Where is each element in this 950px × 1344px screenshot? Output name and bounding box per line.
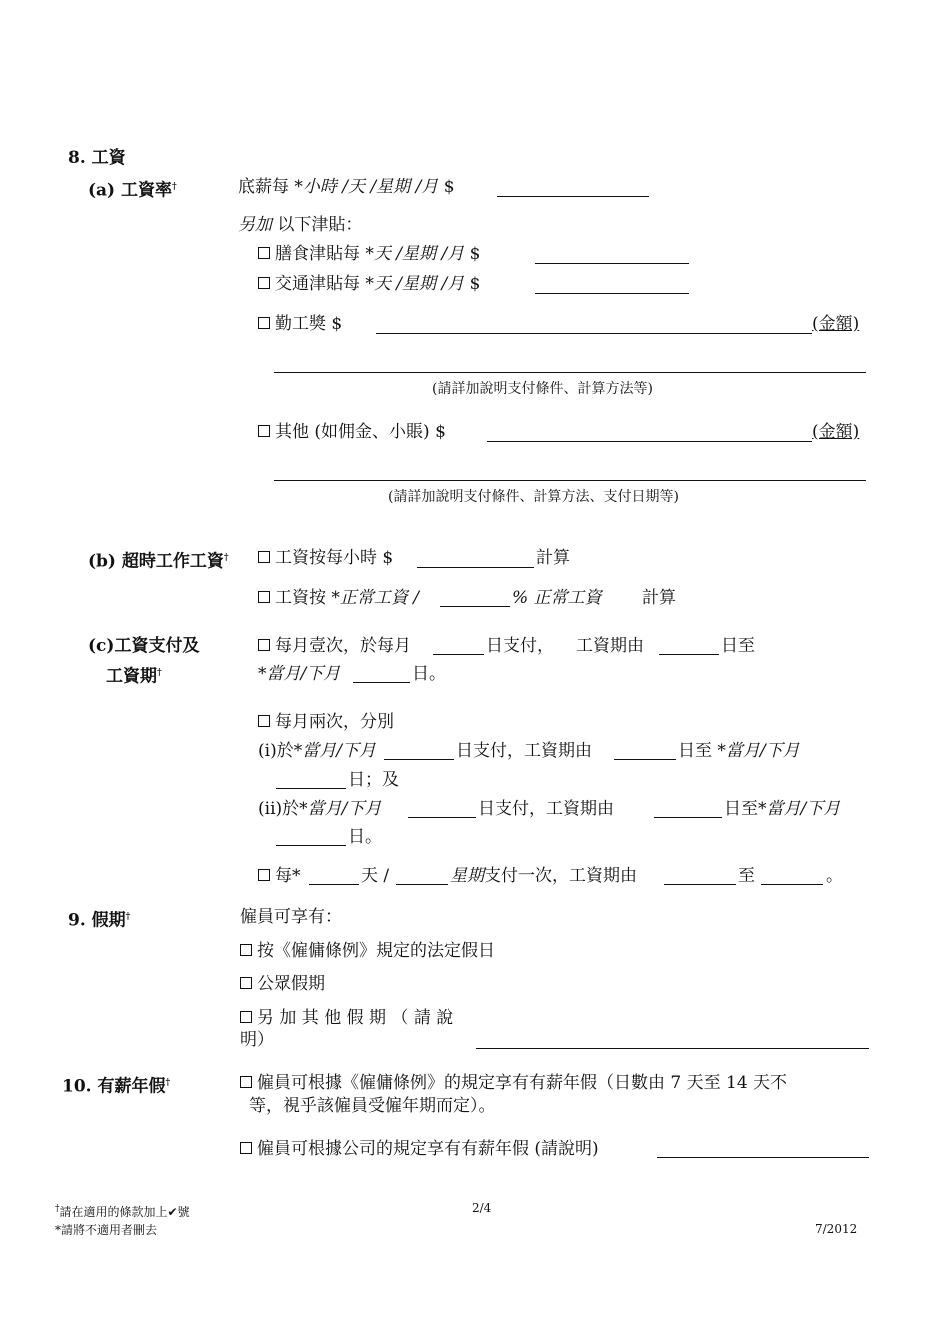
text: 。 (826, 866, 843, 886)
meal-allowance-blank[interactable] (535, 263, 689, 264)
blank[interactable] (276, 788, 346, 789)
text: *當月/下月 (258, 664, 341, 684)
other-holiday-option[interactable]: 另 加 其 他 假 期 （ 請 說 (240, 1008, 453, 1028)
overtime-label: (b) 超時工作工資† (88, 551, 229, 572)
checkbox-icon[interactable] (258, 869, 270, 881)
checkbox-icon[interactable] (258, 317, 270, 329)
text: 日。 (348, 827, 382, 847)
overtime-option-2[interactable]: 工資按 *正常工資 / (258, 588, 419, 608)
blank[interactable] (408, 817, 476, 818)
blank[interactable] (384, 759, 454, 760)
text: 日至 *當月/下月 (678, 741, 800, 761)
every-option[interactable]: 每* (258, 866, 301, 886)
text: 日至*當月/下月 (724, 799, 841, 819)
text: 天 / (361, 866, 390, 886)
other-holiday-blank[interactable] (476, 1048, 869, 1049)
attendance-details-blank[interactable] (274, 372, 866, 373)
blank[interactable] (276, 845, 346, 846)
blank[interactable] (309, 884, 359, 885)
basic-salary-blank[interactable] (497, 196, 649, 197)
payment-period-label: (c)工資支付及 (88, 636, 200, 656)
blank[interactable] (659, 654, 719, 655)
amount-label: (金額) (812, 314, 860, 334)
company-leave-blank[interactable] (657, 1157, 869, 1158)
section-9-title: 9. 假期† (68, 910, 131, 931)
page-number: 2/4 (472, 1201, 492, 1215)
section-8-title: 8. 工資 (68, 148, 126, 168)
checkbox-icon[interactable] (240, 977, 252, 989)
revision-date: 7/2012 (815, 1222, 858, 1236)
overtime-calc-label-2: 計算 (642, 588, 676, 608)
payment-period-label-2: 工資期† (106, 666, 162, 687)
checkbox-icon[interactable] (240, 944, 252, 956)
monthly-twice-option[interactable]: 每月兩次，分別 (258, 712, 394, 732)
text: 工資期由 (576, 636, 644, 656)
checkbox-icon[interactable] (240, 1076, 252, 1088)
attendance-bonus-blank[interactable] (376, 333, 812, 334)
checkbox-icon[interactable] (258, 247, 270, 259)
statutory-holiday-option[interactable]: 按《僱傭條例》規定的法定假日 (240, 941, 495, 961)
twice-i-line: (i)於*當月/下月 (258, 741, 376, 761)
checkbox-icon[interactable] (258, 639, 270, 651)
overtime-percent-blank[interactable] (440, 606, 510, 607)
text: 日；及 (348, 770, 399, 790)
text: 日支付， (486, 636, 554, 656)
other-allowance-blank[interactable] (487, 441, 812, 442)
footer-note-delete: *請將不適用者刪去 (55, 1223, 158, 1237)
checkbox-icon[interactable] (258, 715, 270, 727)
statutory-leave-option[interactable]: 僱員可根據《僱傭條例》的規定享有有薪年假（日數由 7 天至 14 天不 (240, 1073, 787, 1093)
overtime-option-1[interactable]: 工資按每小時 $ (258, 548, 393, 568)
text: 至 (738, 866, 755, 886)
blank[interactable] (433, 654, 484, 655)
overtime-calc-label: 計算 (536, 548, 570, 568)
transport-allowance-option[interactable]: 交通津貼每 *天 /星期 /月 $ (258, 274, 480, 294)
checkbox-icon[interactable] (258, 277, 270, 289)
text: 日。 (412, 664, 446, 684)
allowance-intro: 另加 以下津貼： (238, 215, 363, 235)
other-details-note: (請詳加說明支付條件、計算方法、支付日期等) (388, 489, 679, 505)
checkbox-icon[interactable] (240, 1142, 252, 1154)
attendance-bonus-option[interactable]: 勤工獎 $ (258, 314, 342, 334)
blank[interactable] (396, 884, 448, 885)
company-leave-option[interactable]: 僱員可根據公司的規定享有有薪年假 (請說明) (240, 1139, 599, 1159)
section-10-title: 10. 有薪年假† (62, 1076, 171, 1097)
blank[interactable] (761, 884, 823, 885)
blank[interactable] (654, 817, 722, 818)
checkbox-icon[interactable] (240, 1011, 252, 1023)
text: 等，視乎該僱員受僱年期而定）。 (249, 1096, 496, 1116)
other-details-blank[interactable] (274, 480, 866, 481)
text: 日支付，工資期由 (478, 799, 614, 819)
basic-salary-line: 底薪每 *小時 /天 /星期 /月 $ (238, 177, 455, 197)
blank[interactable] (614, 759, 676, 760)
amount-label: (金額) (812, 422, 860, 442)
blank[interactable] (353, 682, 410, 683)
text: 星期支付一次，工資期由 (450, 866, 637, 886)
monthly-once-option[interactable]: 每月壹次，於每月 (258, 636, 411, 656)
text: 日至 (721, 636, 755, 656)
overtime-rate-blank[interactable] (417, 567, 534, 568)
meal-allowance-option[interactable]: 膳食津貼每 *天 /星期 /月 $ (258, 244, 480, 264)
blank[interactable] (664, 884, 736, 885)
holiday-intro: 僱員可享有： (240, 907, 342, 927)
text: 明） (240, 1030, 274, 1050)
footer-note-check: †請在適用的條款加上✔號 (55, 1204, 190, 1219)
attendance-details-note: (請詳加說明支付條件、計算方法等) (432, 381, 653, 397)
checkbox-icon[interactable] (258, 551, 270, 563)
twice-ii-line: (ii)於*當月/下月 (258, 799, 382, 819)
checkbox-icon[interactable] (258, 591, 270, 603)
transport-allowance-blank[interactable] (535, 293, 689, 294)
wage-rate-label: (a) 工資率† (88, 180, 177, 201)
other-allowance-option[interactable]: 其他 (如佣金、小賬) $ (258, 422, 446, 442)
text: 日支付，工資期由 (456, 741, 592, 761)
public-holiday-option[interactable]: 公眾假期 (240, 974, 325, 994)
checkbox-icon[interactable] (258, 425, 270, 437)
overtime-percent-label: % 正常工資 (512, 588, 602, 608)
